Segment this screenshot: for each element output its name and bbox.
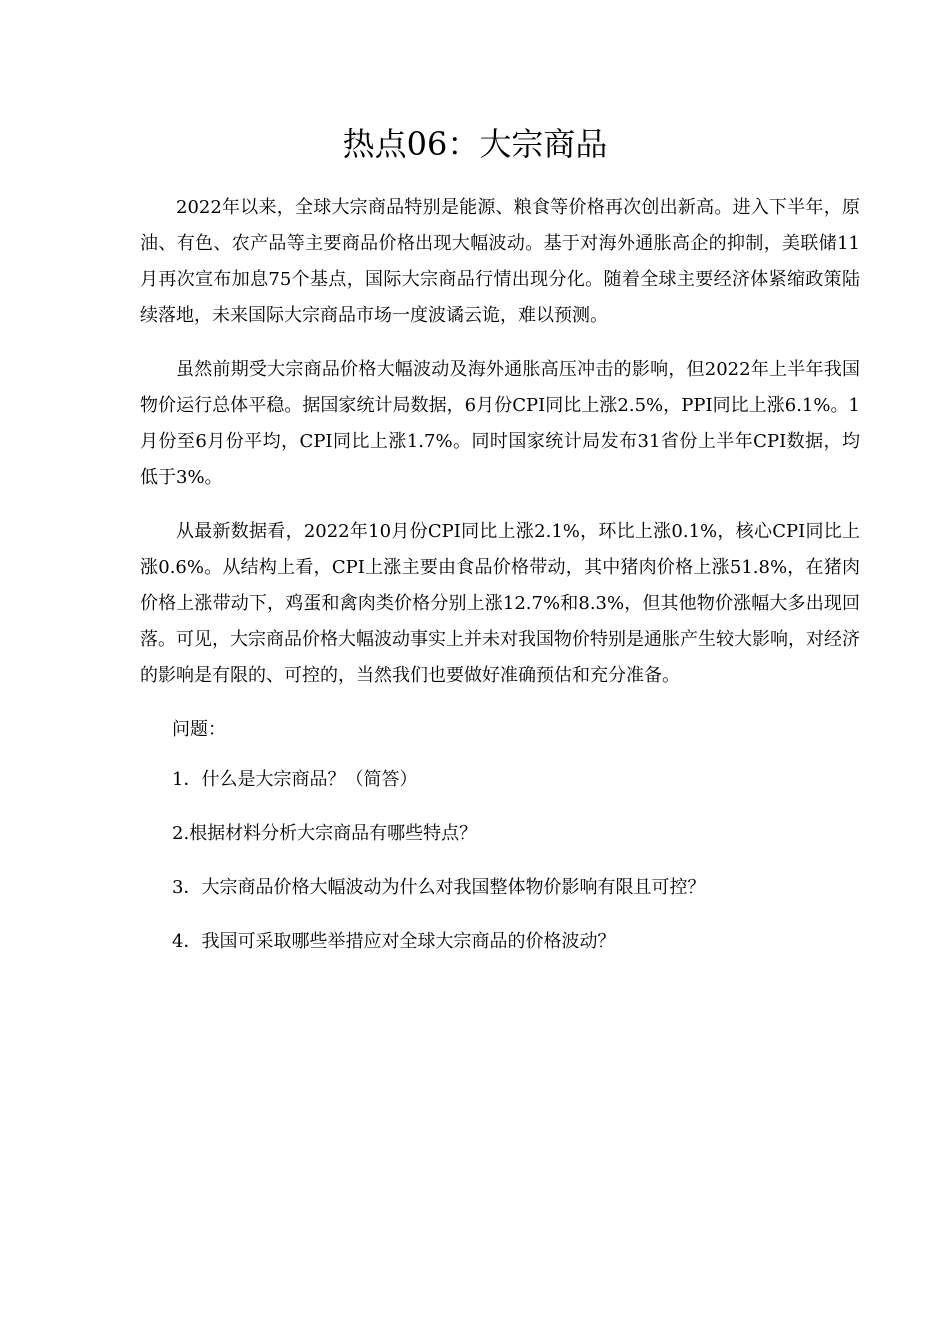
document-body (140, 190, 860, 978)
questions-header: 问题： (172, 719, 226, 740)
paragraph-3: 从最新数据看，2022年10月份CPI同比上涨2.1%，环比上涨0.1%，核心CPI同比上涨0.6%。从结构上看，CPI上涨主要由食品价格带动，其中猪肉价格上涨51.8%，在猪肉价格上涨带动下，鸡蛋和禽肉类价格分别上涨12.7%和8.3%，但其他物价涨幅大多出现回落。可见，大宗商品价格大幅波动事实上并未对我国物价特别是通胀产生较大影响，对经济的影响是有限的、可控的，当然我们也要做好准确预估和充分准备。 (140, 521, 860, 686)
paragraph-1: 2022年以来，全球大宗商品特别是能源、粮食等价格再次创出新高。进入下半年，原油、有色、农产品等主要商品价格出现大幅波动。基于对海外通胀高企的抑制，美联储11月再次宣布加息75个基点，国际大宗商品行情出现分化。随着全球主要经济体紧缩政策陆续落地，未来国际大宗商品市场一度波谲云诡，难以预测。 (140, 197, 860, 326)
paragraph-2: 虽然前期受大宗商品价格大幅波动及海外通胀高压冲击的影响，但2022年上半年我国物价运行总体平稳。据国家统计局数据，6月份CPI同比上涨2.5%，PPI同比上涨6.1%。1月份至6月份平均，CPI同比上涨1.7%。同时国家统计局发布31省份上半年CPI数据，均低于3%。 (140, 359, 860, 488)
question-list (140, 762, 860, 960)
question-4: 4．我国可采取哪些举措应对全球大宗商品的价格波动？ (172, 931, 616, 952)
question-1: 1．什么是大宗商品？（简答） (172, 769, 418, 790)
page-title: 热点06：大宗商品 (342, 125, 608, 163)
question-2: 2.根据材料分析大宗商品有哪些特点？ (172, 823, 478, 844)
question-3: 3．大宗商品价格大幅波动为什么对我国整体物价影响有限且可控？ (172, 877, 706, 898)
